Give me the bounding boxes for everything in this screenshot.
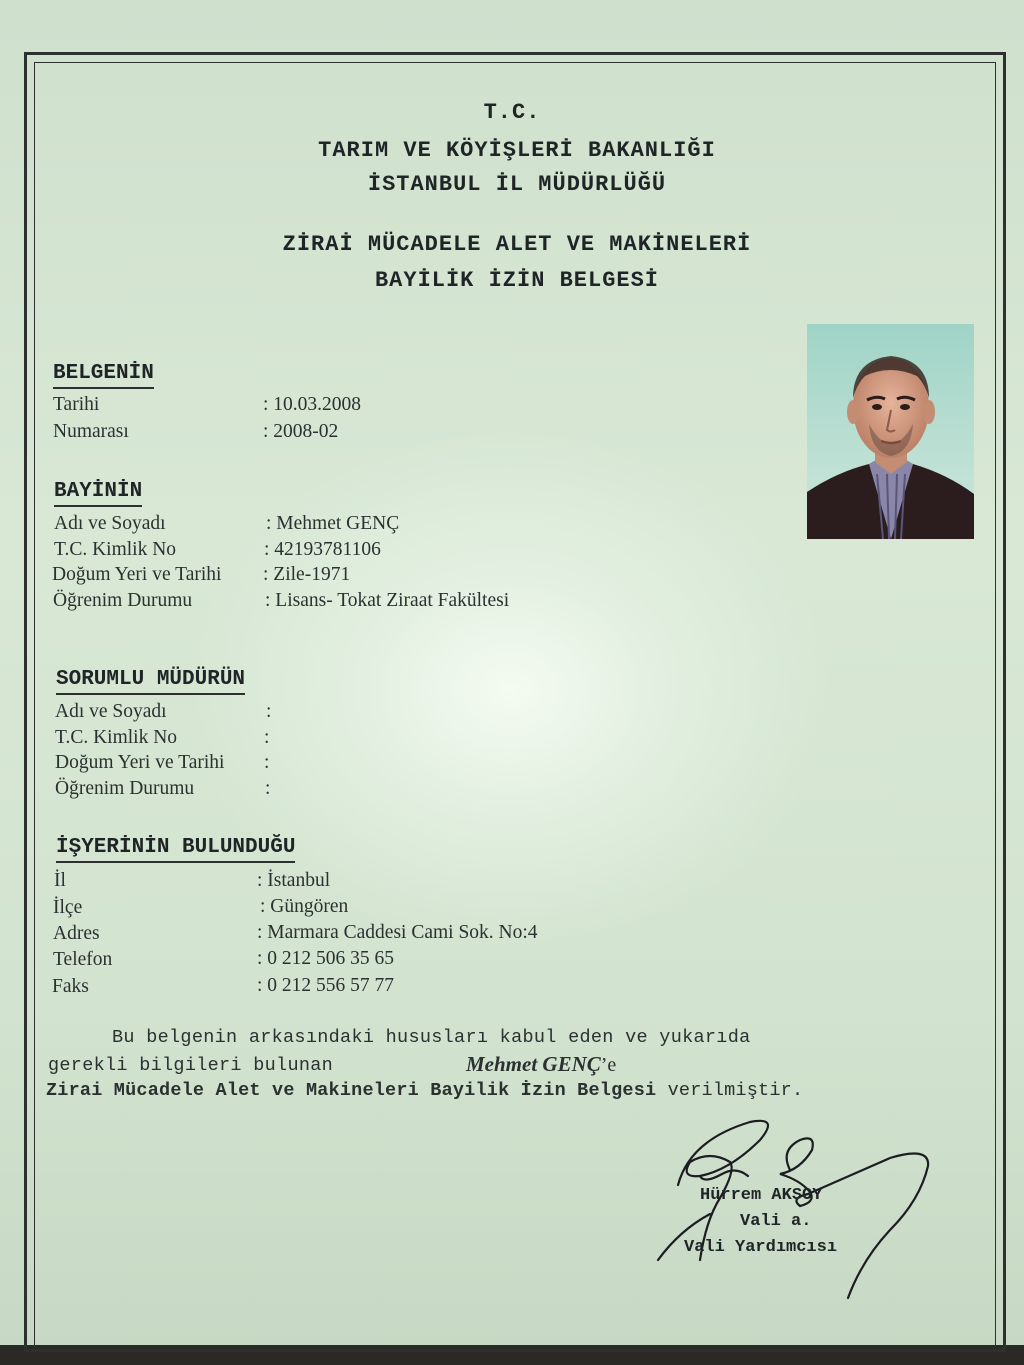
manager-id-label: T.C. Kimlik No <box>55 727 178 748</box>
section-heading-belgenin: BELGENİN <box>53 362 154 389</box>
fax-label: Faks <box>52 976 89 997</box>
document-title-line1: ZİRAİ MÜCADELE ALET VE MAKİNELERİ <box>282 232 752 257</box>
section-heading-isyeri: İŞYERİNİN BULUNDUĞU <box>56 836 295 863</box>
dealer-id-value: : 42193781106 <box>264 539 381 560</box>
section-heading-sorumlu-mudur: SORUMLU MÜDÜRÜN <box>56 668 245 695</box>
manager-education-colon: : <box>265 778 271 799</box>
header-directorate: İSTANBUL İL MÜDÜRLÜĞÜ <box>367 172 667 197</box>
dealer-id-label: T.C. Kimlik No <box>54 539 177 560</box>
statement-recipient <box>466 1052 616 1077</box>
signatory-role-line2: Vali Yardımcısı <box>684 1238 838 1257</box>
section-heading-bayinin: BAYİNİN <box>54 480 142 507</box>
dealer-birth-value: : Zile-1971 <box>263 564 351 585</box>
statement-line3 <box>46 1080 803 1101</box>
dealer-education-label: Öğrenim Durumu <box>53 590 193 611</box>
recipient-name: Mehmet GENÇ <box>466 1052 601 1076</box>
manager-id-colon: : <box>264 727 270 748</box>
issue-date-value: : 10.03.2008 <box>263 394 362 415</box>
certificate-name-bold: Zirai Mücadele Alet ve Makineleri Bayilik İzin Belgesi <box>46 1080 657 1101</box>
statement-line1: Bu belgenin arkasındaki hususları kabul eden ve yukarıda <box>112 1027 751 1048</box>
manager-name-label: Adı ve Soyadı <box>55 701 167 722</box>
document-title-line2: BAYİLİK İZİN BELGESİ <box>374 268 660 293</box>
issue-date-label: Tarihi <box>53 394 100 415</box>
province-value: : İstanbul <box>257 870 331 891</box>
district-label: İlçe <box>53 897 83 918</box>
statement-end: verilmiştir. <box>667 1080 804 1101</box>
fax-value: : 0 212 556 57 77 <box>257 975 395 996</box>
document-number-value: : 2008-02 <box>263 421 339 442</box>
district-value: : Güngören <box>260 896 349 917</box>
statement-line2 <box>48 1055 333 1076</box>
dealer-education-value: : Lisans- Tokat Ziraat Fakültesi <box>265 590 510 611</box>
dealer-birth-label: Doğum Yeri ve Tarihi <box>52 564 222 585</box>
holder-photo <box>807 324 974 539</box>
phone-label: Telefon <box>53 949 113 970</box>
signatory-role-line1: Vali a. <box>740 1212 812 1231</box>
document-number-label: Numarası <box>53 421 129 442</box>
dealer-name-value: : Mehmet GENÇ <box>266 513 400 534</box>
province-label: İl <box>54 870 66 891</box>
manager-name-colon: : <box>266 701 272 722</box>
header-ministry: TARIM VE KÖYİŞLERİ BAKANLIĞI <box>318 138 716 163</box>
statement-line2-text: gerekli bilgileri bulunan <box>48 1055 334 1076</box>
recipient-suffix: ’e <box>600 1054 617 1076</box>
header-tc: T.C. <box>483 100 541 125</box>
manager-education-label: Öğrenim Durumu <box>55 778 195 799</box>
dealer-name-label: Adı ve Soyadı <box>54 513 166 534</box>
signatory-name: Hürrem AKSOY <box>700 1186 823 1205</box>
handwritten-signature <box>640 1110 940 1310</box>
portrait-image <box>807 324 974 539</box>
manager-birth-colon: : <box>264 752 270 773</box>
address-label: Adres <box>53 923 100 944</box>
address-value: : Marmara Caddesi Cami Sok. No:4 <box>257 922 538 943</box>
manager-birth-label: Doğum Yeri ve Tarihi <box>55 752 225 773</box>
phone-value: : 0 212 506 35 65 <box>257 948 395 969</box>
